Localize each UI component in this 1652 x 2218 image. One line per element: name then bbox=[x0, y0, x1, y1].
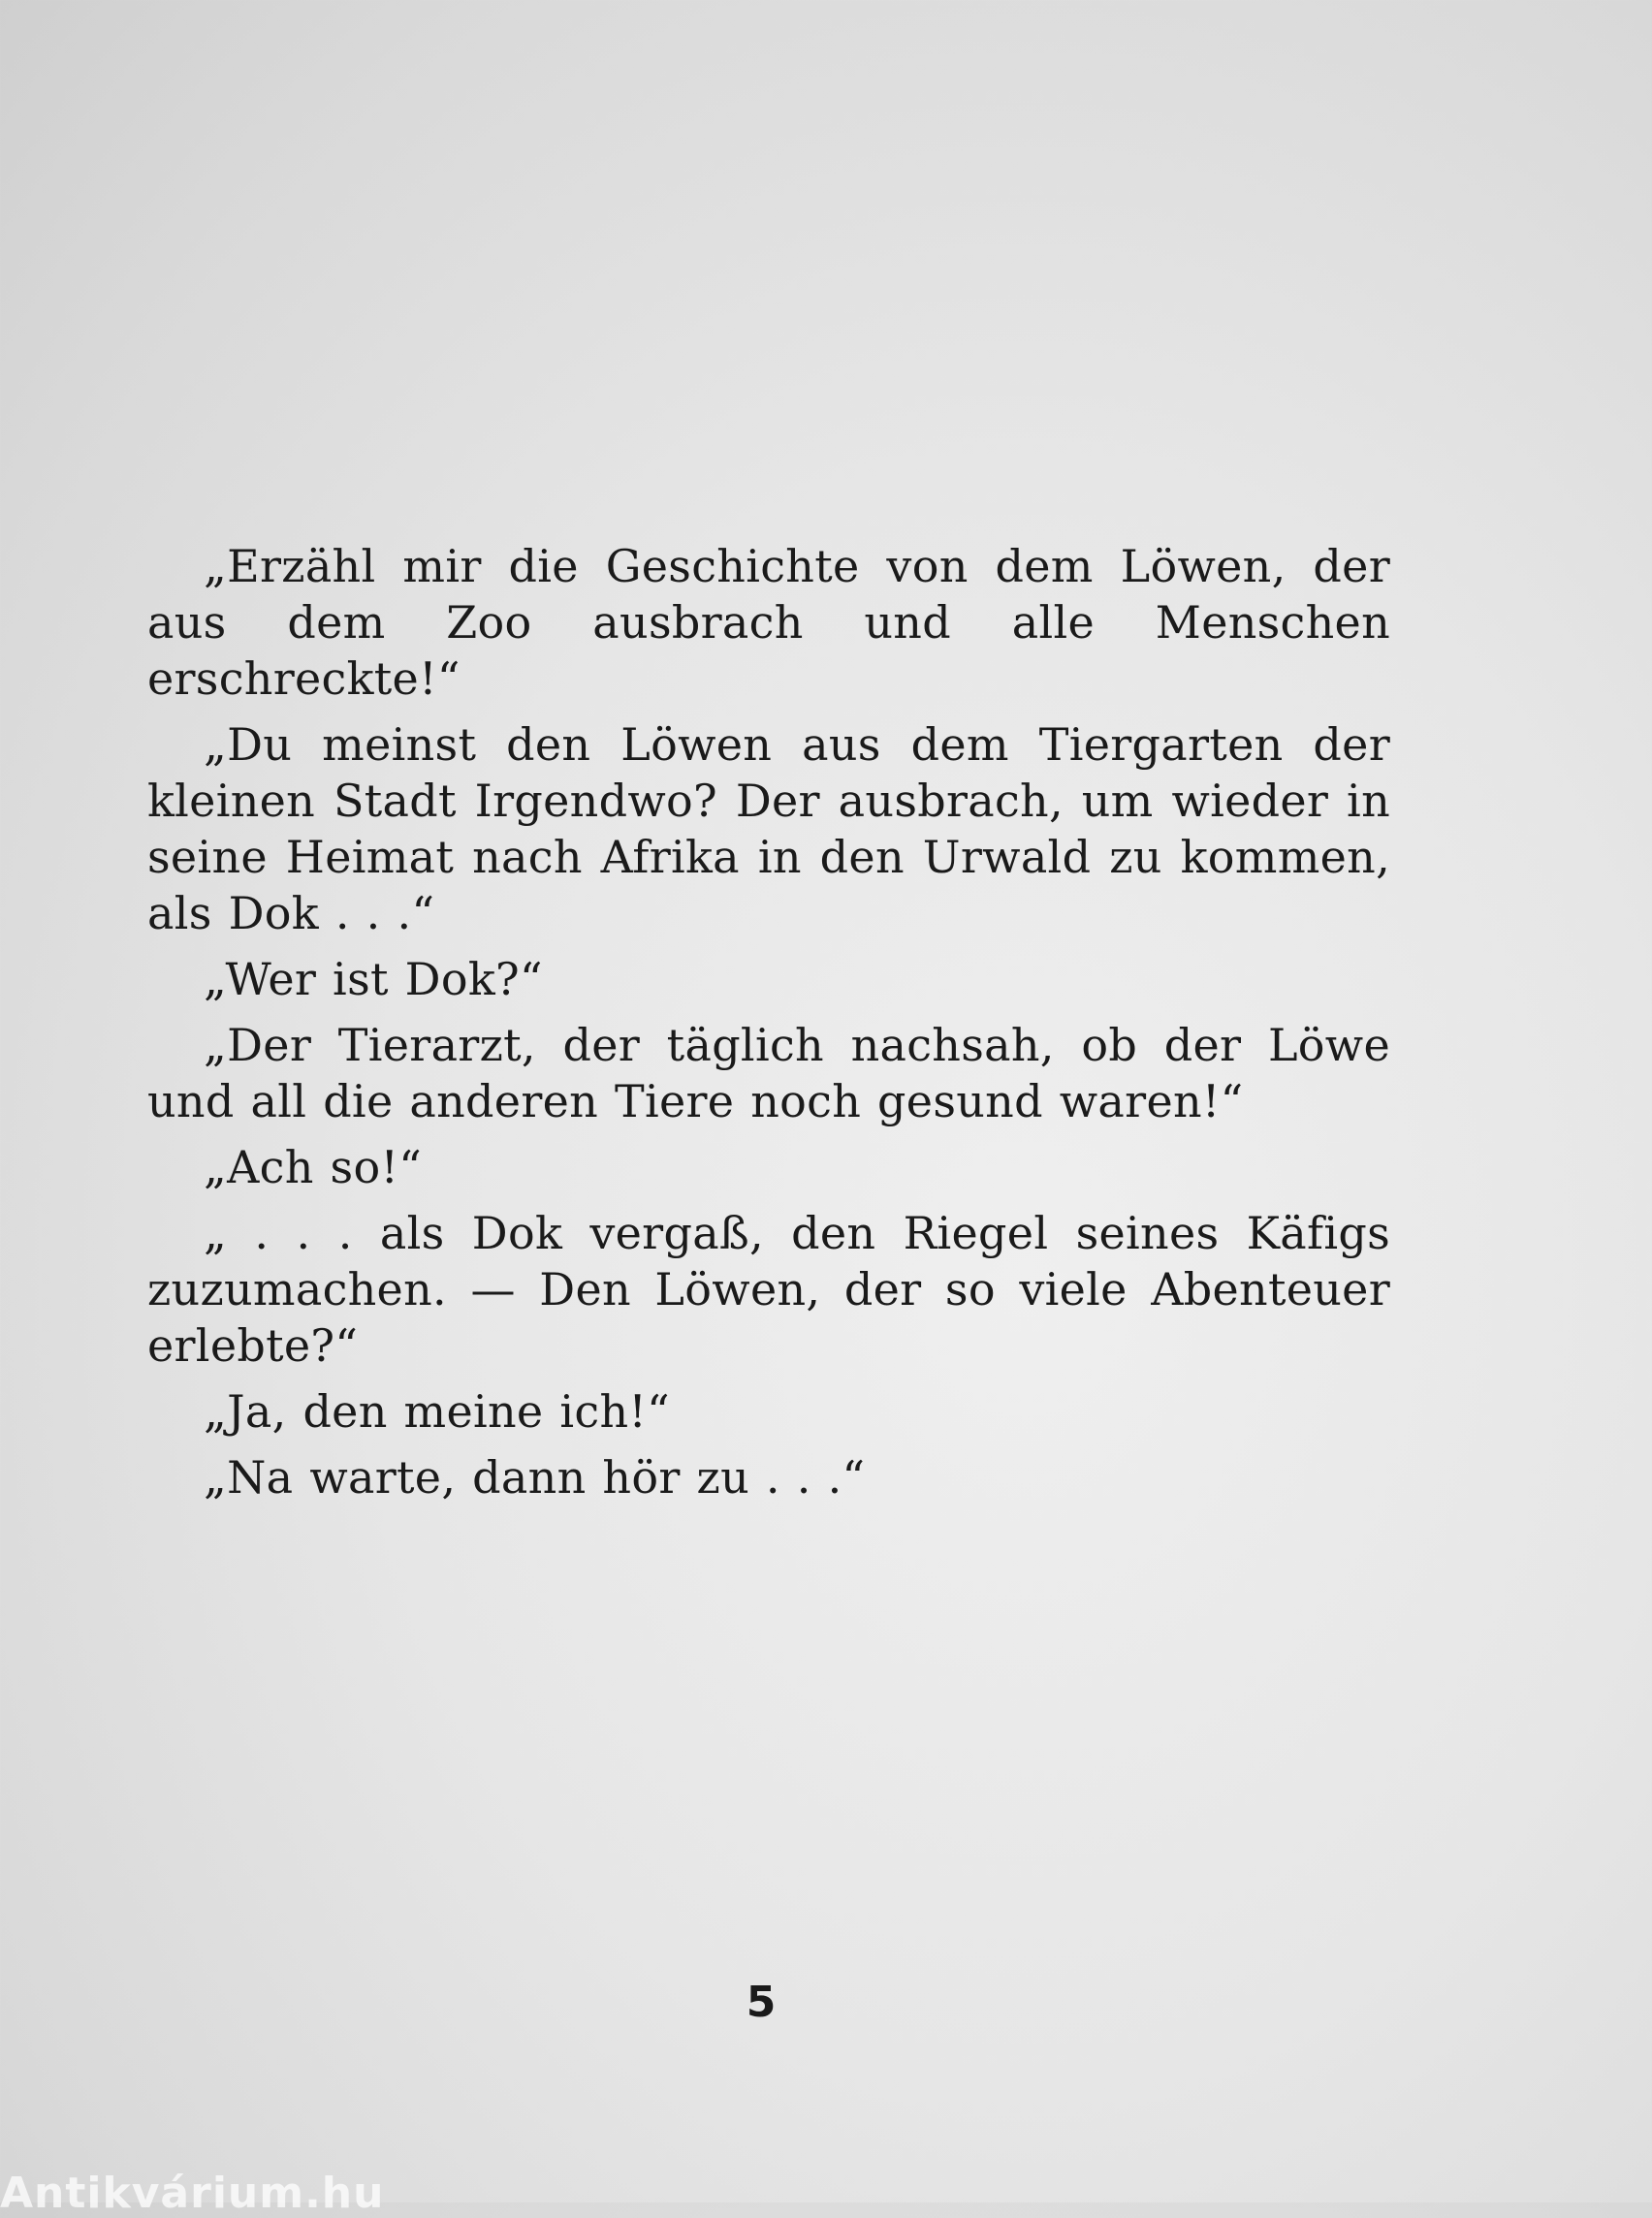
paragraph-7: „Ja, den meine ich!“ bbox=[204, 1385, 670, 1438]
paragraph-6: „ . . . als Dok vergaß, den Riegel seines Käfigs zuzumachen. — Den Löwen, der so viele Abenteuer erlebte?“ bbox=[147, 1207, 1390, 1372]
story-text bbox=[147, 538, 1390, 1515]
paragraph-1: „Erzähl mir die Geschichte von dem Löwen, der aus dem Zoo ausbrach und alle Menschen erschreckte!“ bbox=[147, 540, 1390, 705]
paragraph-8: „Na warte, dann hör zu . . .“ bbox=[204, 1451, 866, 1504]
page-number: 5 bbox=[746, 1978, 777, 2027]
paragraph-4: „Der Tierarzt, der täglich nachsah, ob der Löwe und all die anderen Tiere noch gesund waren!“ bbox=[147, 1019, 1390, 1127]
paragraph-3: „Wer ist Dok?“ bbox=[204, 953, 543, 1005]
paragraph-5: „Ach so!“ bbox=[204, 1141, 423, 1193]
watermark: Antikvárium.hu bbox=[0, 2169, 385, 2218]
paragraph-2: „Du meinst den Löwen aus dem Tiergarten der kleinen Stadt Irgendwo? Der ausbrach, um wieder in seine Heimat nach Afrika in den Urwald zu kommen, als Dok . . .“ bbox=[147, 718, 1390, 939]
